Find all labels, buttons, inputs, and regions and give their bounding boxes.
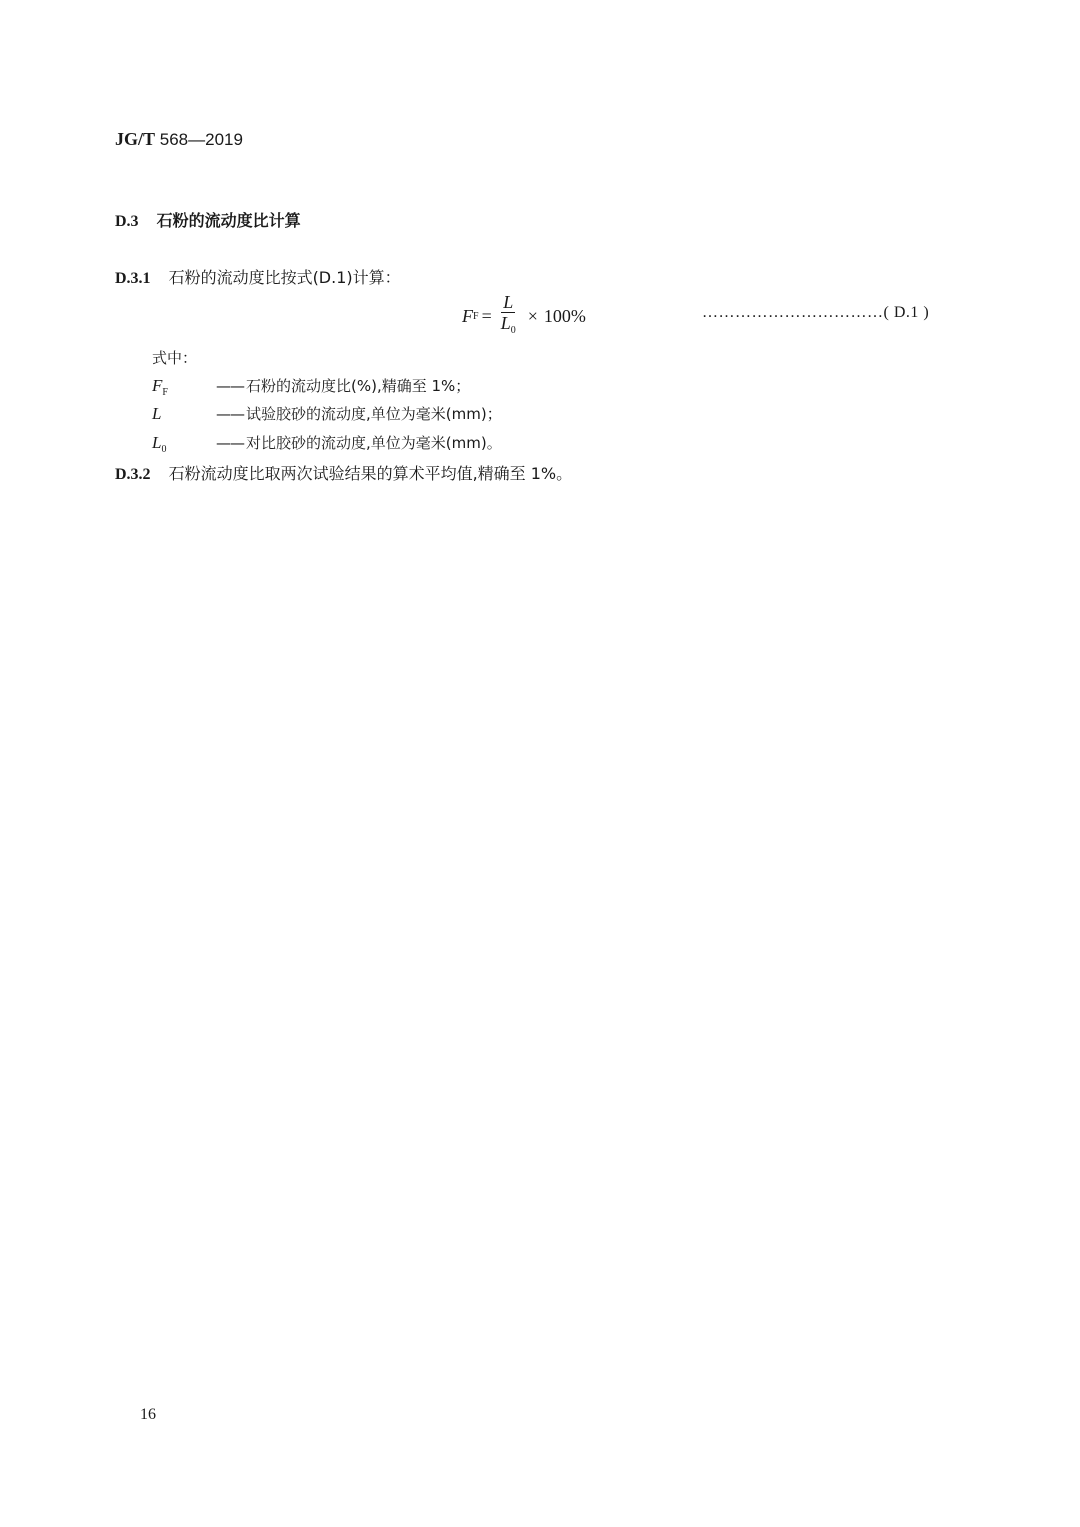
formula-equals: = (481, 305, 492, 326)
definition-l (152, 403, 502, 426)
standard-number: 568—2019 (159, 130, 243, 149)
formula-numerator: L (503, 291, 514, 312)
clause-text: 石粉的流动度比按式(D.1)计算： (168, 268, 401, 287)
standard-code (115, 129, 243, 150)
standard-prefix: JG/T (115, 129, 156, 149)
formula-lhs-symbol: F (462, 305, 473, 326)
formula-fraction (499, 292, 518, 341)
formula (462, 292, 586, 340)
clause-d-3-2 (115, 461, 572, 484)
clause-number: D.3.2 (115, 466, 151, 483)
section-title: 石粉的流动度比计算 (156, 211, 301, 230)
definition-ff (152, 375, 470, 398)
formula-times: × (527, 305, 538, 326)
definition-dash: —— (216, 434, 244, 452)
definition-symbol: $L_0$ (152, 433, 167, 455)
definition-text: 试验胶砂的流动度,单位为毫米(mm)； (246, 405, 502, 423)
formula-factor: 100% (543, 305, 586, 326)
section-heading (115, 208, 301, 231)
definition-l0 (152, 432, 502, 455)
equation-number: ……………………………( D.1 ) (702, 304, 930, 321)
page-number: 16 (140, 1406, 156, 1423)
definition-dash: —— (216, 377, 244, 395)
where-label: 式中： (152, 349, 198, 367)
formula-lhs-subscript: F (473, 310, 479, 322)
section-number: D.3 (115, 213, 139, 230)
definition-text: 对比胶砂的流动度,单位为毫米(mm)。 (246, 434, 502, 452)
definition-symbol: $F_F$ (152, 376, 168, 398)
definition-dash: —— (216, 405, 244, 423)
clause-text: 石粉流动度比取两次试验结果的算术平均值,精确至 1%。 (168, 464, 573, 483)
formula-denominator: $L_0$ (500, 312, 516, 336)
clause-d-3-1 (115, 265, 401, 288)
definition-symbol: L (152, 404, 162, 423)
clause-number: D.3.1 (115, 270, 151, 287)
definition-text: 石粉的流动度比(%),精确至 1%； (246, 377, 471, 395)
